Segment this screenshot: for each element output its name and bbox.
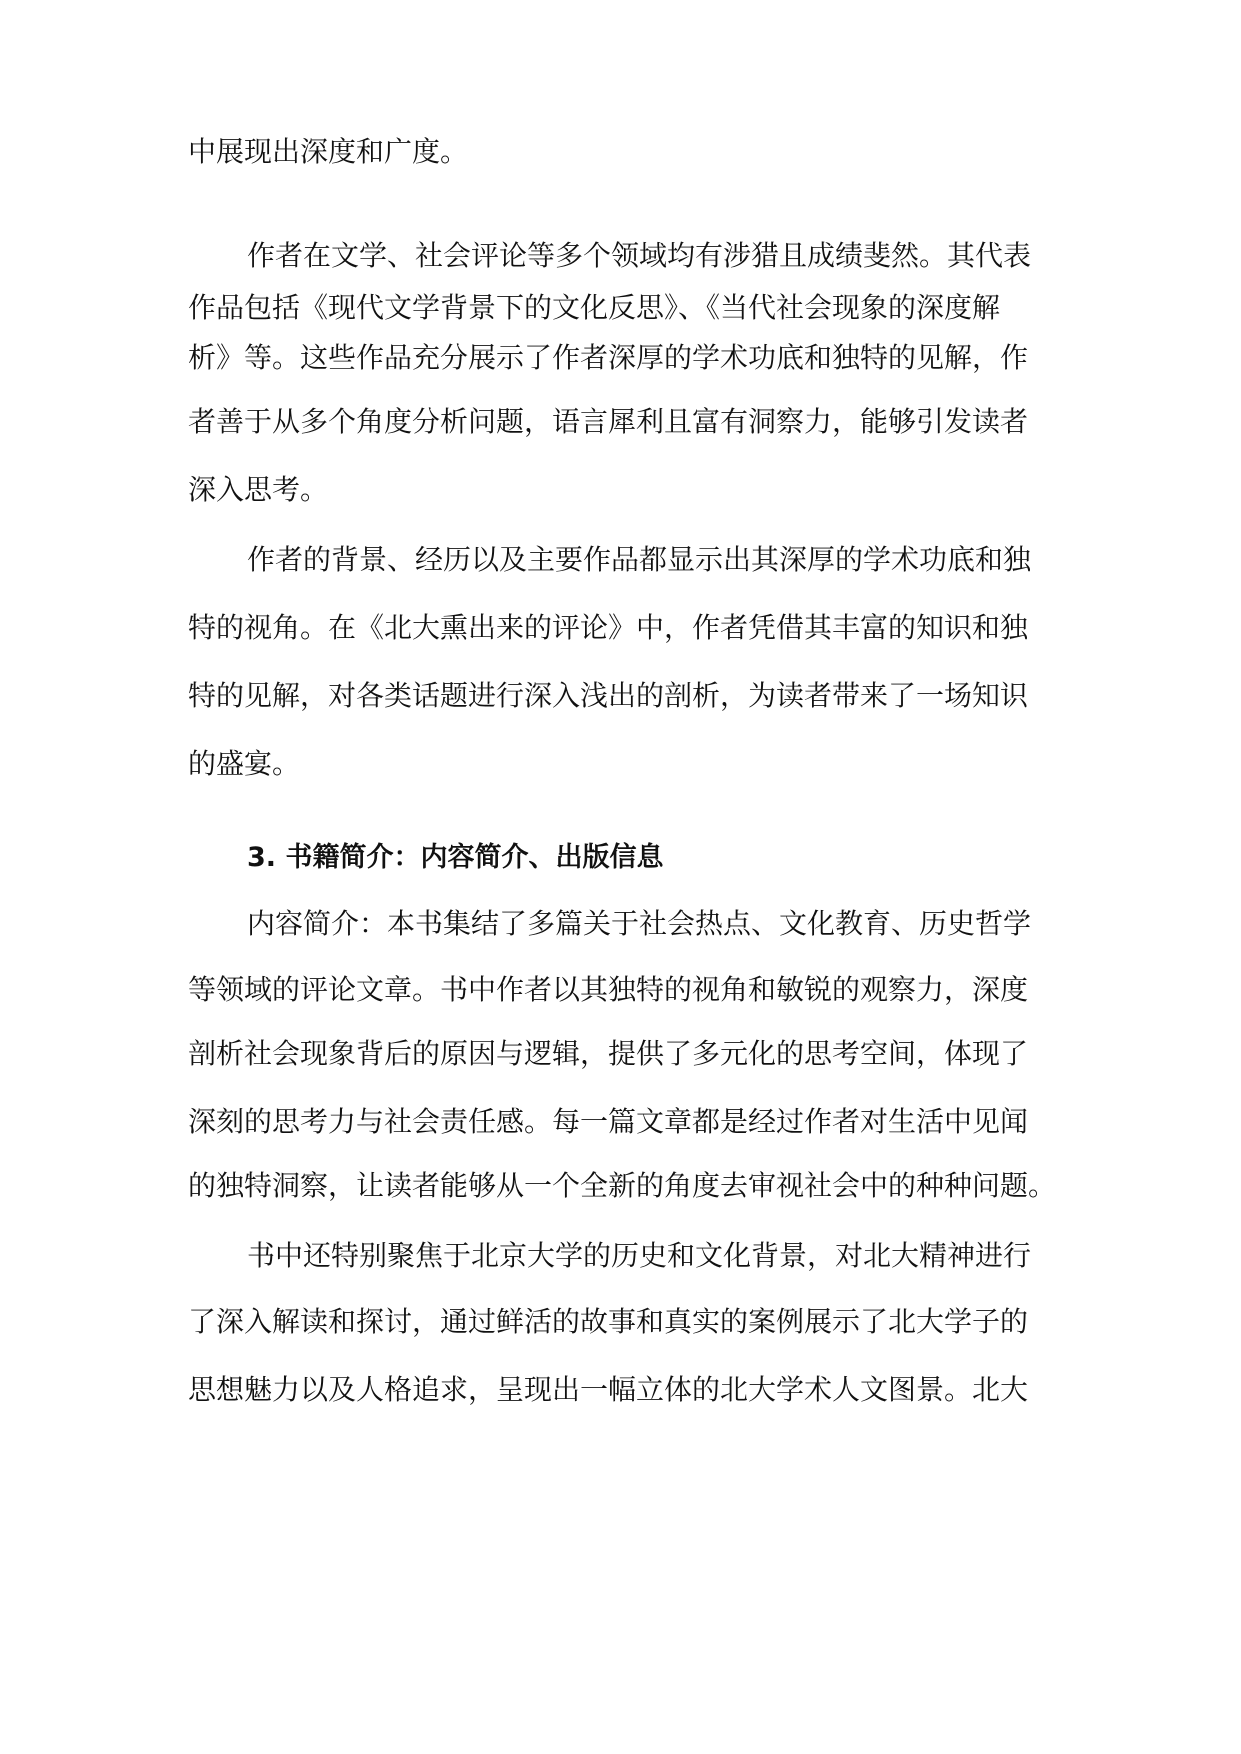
text-line: 深刻的思考力与社会责任感。每一篇文章都是经过作者对生活中见闻 — [188, 1105, 1029, 1138]
text-line: 深入思考。 — [188, 473, 329, 506]
text-line: 特的视角。在《北大熏出来的评论》中，作者凭借其丰富的知识和独 — [188, 611, 1029, 644]
text-line: 等领域的评论文章。书中作者以其独特的视角和敏锐的观察力，深度 — [188, 973, 1029, 1006]
text-line: 剖析社会现象背后的原因与逻辑，提供了多元化的思考空间，体现了 — [188, 1037, 1029, 1070]
text-line: 中展现出深度和广度。 — [188, 135, 469, 168]
text-line: 的独特洞察，让读者能够从一个全新的角度去审视社会中的种种问题。 — [188, 1169, 1057, 1202]
paragraph-first-line: 书中还特别聚焦于北京大学的历史和文化背景，对北大精神进行 — [247, 1239, 1032, 1272]
text-line: 析》等。这些作品充分展示了作者深厚的学术功底和独特的见解，作 — [188, 341, 1029, 374]
paragraph-first-line: 作者在文学、社会评论等多个领域均有涉猎且成绩斐然。其代表 — [247, 239, 1032, 272]
paragraph-first-line: 作者的背景、经历以及主要作品都显示出其深厚的学术功底和独 — [247, 543, 1032, 576]
text-line: 特的见解，对各类话题进行深入浅出的剖析，为读者带来了一场知识 — [188, 679, 1029, 712]
text-line: 了深入解读和探讨，通过鲜活的故事和真实的案例展示了北大学子的 — [188, 1305, 1029, 1338]
text-line: 思想魅力以及人格追求，呈现出一幅立体的北大学术人文图景。北大 — [188, 1373, 1029, 1406]
section-heading: 3. 书籍简介：内容简介、出版信息 — [247, 842, 664, 873]
text-line: 的盛宴。 — [188, 747, 301, 780]
text-line: 作品包括《现代文学背景下的文化反思》、《当代社会现象的深度解 — [188, 291, 1001, 324]
paragraph-first-line: 内容简介：本书集结了多篇关于社会热点、文化教育、历史哲学 — [247, 907, 1032, 940]
text-line: 者善于从多个角度分析问题，语言犀利且富有洞察力，能够引发读者 — [188, 405, 1029, 438]
